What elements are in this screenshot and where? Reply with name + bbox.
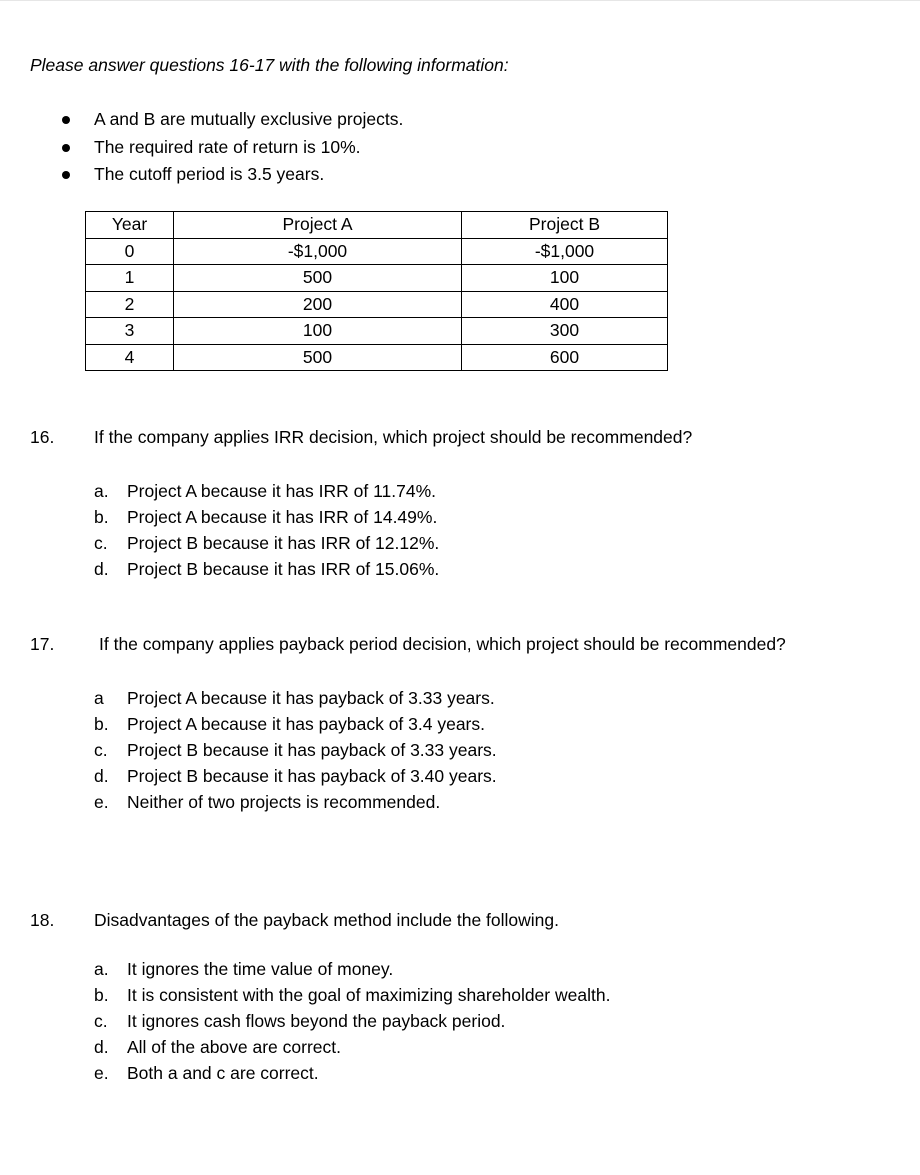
question-number: 18. — [30, 910, 55, 930]
option-letter: b. — [94, 714, 109, 734]
table-row — [86, 265, 668, 292]
cell-project-b: 100 — [462, 265, 668, 292]
bullet-item: The required rate of return is 10%. — [62, 134, 403, 162]
intro-text: Please answer questions 16-17 with the following information: — [30, 55, 509, 75]
cash-flow-table — [85, 211, 668, 371]
question-text: If the company applies payback period decision, which project should be recommended? — [99, 634, 786, 654]
option-text: All of the above are correct. — [127, 1037, 341, 1057]
option-letter: c. — [94, 740, 108, 760]
option-text: Project B because it has payback of 3.33 years. — [127, 740, 497, 760]
option-letter: d. — [94, 1037, 109, 1057]
table-row — [86, 318, 668, 345]
info-bullet-list — [62, 106, 403, 189]
question-text: If the company applies IRR decision, which project should be recommended? — [94, 427, 693, 447]
option-text: Project A because it has IRR of 14.49%. — [127, 507, 438, 527]
table-row — [86, 238, 668, 265]
option-letter: a. — [94, 481, 109, 501]
cell-project-b: 600 — [462, 344, 668, 371]
option-text: It ignores cash flows beyond the payback period. — [127, 1011, 506, 1031]
option-letter: d. — [94, 766, 109, 786]
cell-project-a: 100 — [174, 318, 462, 345]
option-letter: c. — [94, 533, 108, 553]
option-letter: c. — [94, 1011, 108, 1031]
cell-year: 1 — [86, 265, 174, 292]
option-text: Project B because it has IRR of 12.12%. — [127, 533, 440, 553]
table-header-row — [86, 212, 668, 239]
cell-project-a: 200 — [174, 291, 462, 318]
cell-project-b: -$1,000 — [462, 238, 668, 265]
table-row — [86, 344, 668, 371]
table-row — [86, 291, 668, 318]
cell-project-a: -$1,000 — [174, 238, 462, 265]
option-text: Project B because it has payback of 3.40 years. — [127, 766, 497, 786]
cell-project-a: 500 — [174, 265, 462, 292]
option-letter: a — [94, 688, 104, 708]
option-letter: b. — [94, 985, 109, 1005]
question-number: 16. — [30, 427, 55, 447]
option-text: Project B because it has IRR of 15.06%. — [127, 559, 440, 579]
option-text: Project A because it has payback of 3.33 years. — [127, 688, 495, 708]
option-letter: e. — [94, 1063, 109, 1083]
bullet-item: A and B are mutually exclusive projects. — [62, 106, 403, 134]
question-number: 17. — [30, 634, 55, 654]
cell-project-b: 400 — [462, 291, 668, 318]
cell-year: 0 — [86, 238, 174, 265]
cell-year: 3 — [86, 318, 174, 345]
option-text: Project A because it has payback of 3.4 years. — [127, 714, 485, 734]
cell-project-b: 300 — [462, 318, 668, 345]
option-text: Project A because it has IRR of 11.74%. — [127, 481, 437, 501]
cell-year: 4 — [86, 344, 174, 371]
cell-year: 2 — [86, 291, 174, 318]
option-letter: a. — [94, 959, 109, 979]
option-letter: e. — [94, 792, 109, 812]
header-year: Year — [86, 212, 174, 239]
question-text: Disadvantages of the payback method include the following. — [94, 910, 560, 930]
header-project-b: Project B — [462, 212, 668, 239]
option-text: It is consistent with the goal of maximizing shareholder wealth. — [127, 985, 611, 1005]
option-text: Both a and c are correct. — [127, 1063, 319, 1083]
option-letter: b. — [94, 507, 109, 527]
bullet-item: The cutoff period is 3.5 years. — [62, 161, 403, 189]
option-text: Neither of two projects is recommended. — [127, 792, 441, 812]
option-text: It ignores the time value of money. — [127, 959, 394, 979]
top-border — [0, 0, 920, 1]
cell-project-a: 500 — [174, 344, 462, 371]
option-letter: d. — [94, 559, 109, 579]
header-project-a: Project A — [174, 212, 462, 239]
